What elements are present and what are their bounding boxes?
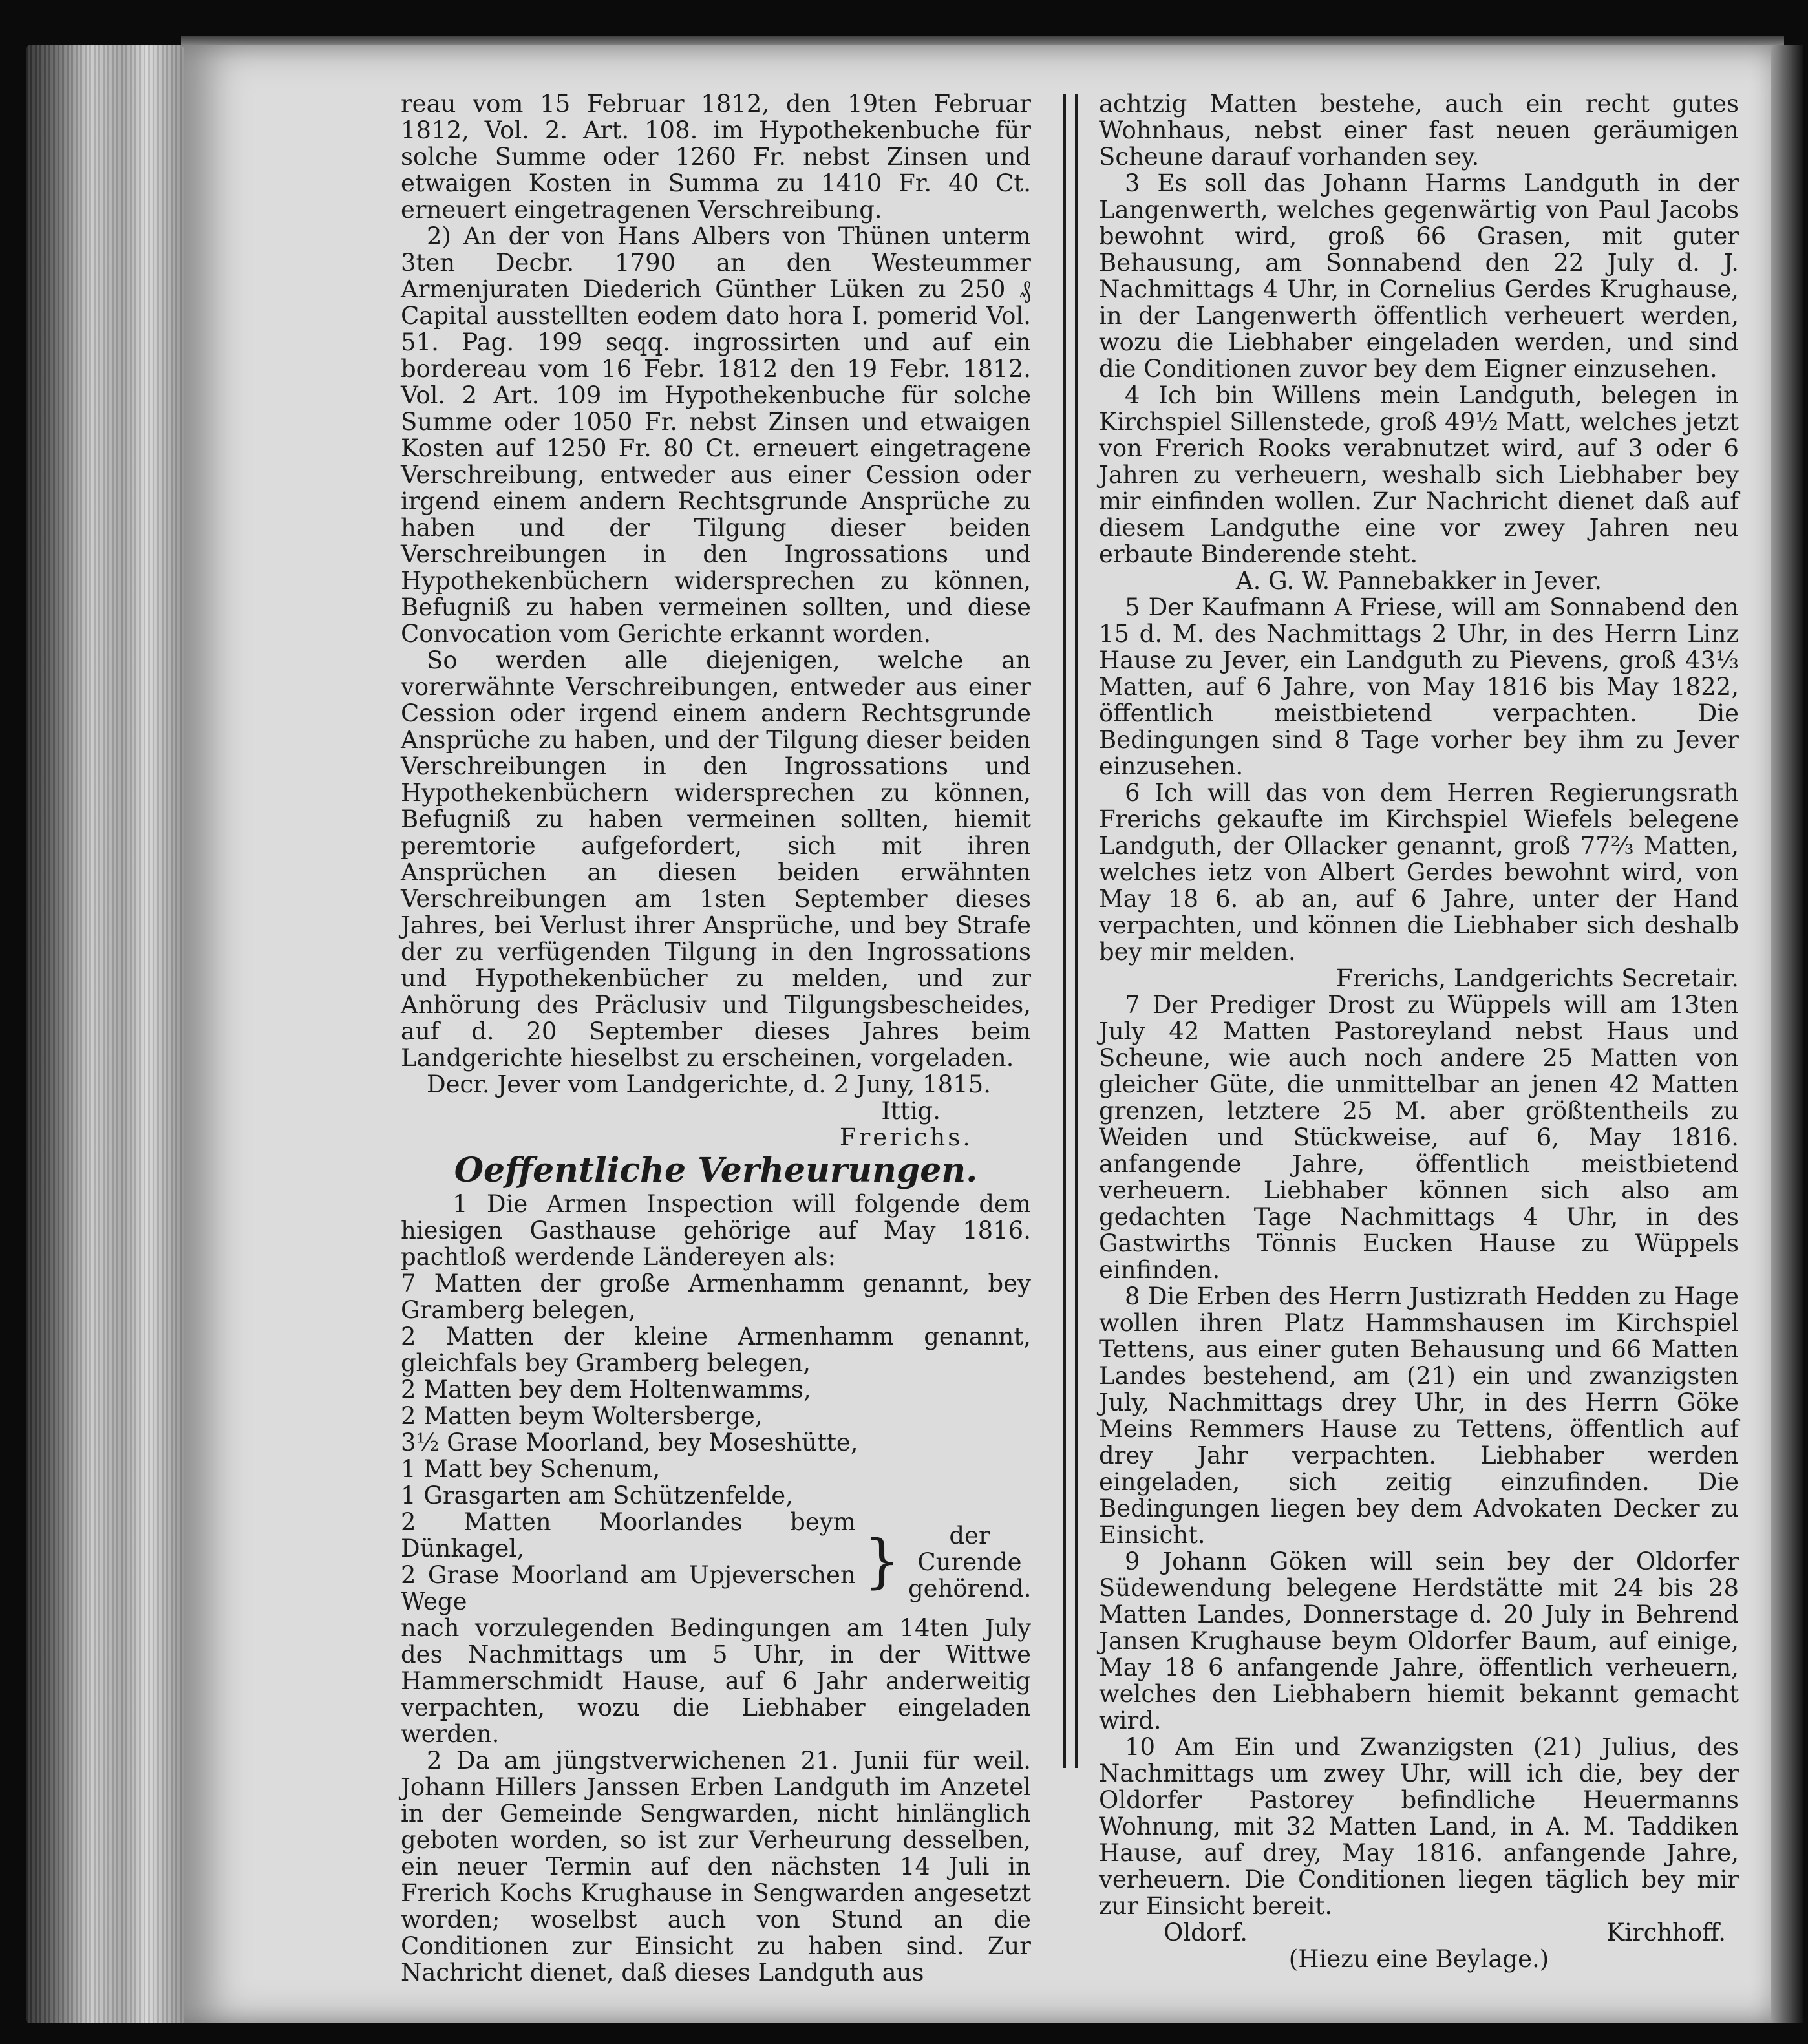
left-column	[401, 90, 1031, 1986]
notice-item-9: 9 Johann Göken will sein bey der Oldorfer Südewendung belegene Herdstätte mit 24 bis 28 Matten Landes, Donnerstage d. 20 July in Behrend Jansen Krughause beym Oldorfer Baum, auf einige, May 18 6 anfangende Jahre, öffentlich verheuern, welches den Liebhabern hiemit bekannt gemacht wird.	[1099, 1548, 1739, 1734]
notice-item-1: 1 Die Armen Inspection will folgende dem hiesigen Gasthause gehörige auf May 1816. pachtloß werdende Ländereyen als:	[401, 1190, 1031, 1271]
paragraph: So werden alle diejenigen, welche an vorerwähnte Verschreibungen, entweder aus einer Cession oder irgend einem andern Rechtsgrunde Ansprüche zu haben, und der Tilgung dieser beiden Verschreibungen in den Ingrossations und Hypothekenbüchern widersprechen zu können, Befugniß zu haben vermeinen sollten, hiemit peremtorie aufgefordert, sich mit ihren Ansprüchen an diesen beiden erwähnten Verschreibungen am 1sten September dieses Jahres, bei Verlust ihrer Ansprüche, und bey Strafe der zu verfügenden Tilgung in den Ingrossations und Hypothekenbücher zu melden, und zur Anhörung des Präclusiv und Tilgungsbescheides, auf d. 20 September dieses Jahres beim Landgerichte hieselbst zu erscheinen, vorgeladen.	[401, 646, 1031, 1072]
notice-item-2: 2 Da am jüngstverwichenen 21. Junii für weil. Johann Hillers Janssen Erben Landguth im Anzetel in der Gemeinde Sengwarden, nicht hinlänglich geboten worden, so ist zur Verheurung desselben, ein neuer Termin auf den nächsten 14 Juli in Frerich Kochs Krughause in Sengwarden angesetzt worden; woselbst auch von Stund an die Conditionen zur Einsicht zu haben sind. Zur Nachricht dienet, daß dieses Landguth aus	[401, 1747, 1031, 1986]
book-page-edges	[26, 45, 187, 2023]
braced-items	[401, 1509, 856, 1615]
list-item: 7 Matten der große Armenhamm genannt, bey Gramberg belegen,	[401, 1270, 1031, 1324]
braced-list	[401, 1509, 1031, 1615]
notice-item-3: 3 Es soll das Johann Harms Landguth in der Langenwerth, welches gegenwärtig von Paul Jacobs bewohnt wird, groß 66 Grasen, mit guter Behausung, am Sonnabend den 22 July d. J. Nachmittags 4 Uhr, in Cornelius Gerdes Krughause, in der Langenwerth öffentlich verheuert werden, wozu die Liebhaber eingeladen werden, und sind die Conditionen zuvor bey dem Eigner einzusehen.	[1099, 169, 1739, 383]
signature-frerichs: Frerichs.	[839, 1123, 973, 1151]
signer-name: Kirchhoff.	[1606, 1919, 1726, 1946]
list-item: 2 Matten Moorlandes beym Dünkagel,	[401, 1508, 856, 1562]
closing-signature	[1099, 1919, 1739, 1946]
signature-ittig: Ittig.	[881, 1097, 941, 1125]
notice-item-5: 5 Der Kaufmann A Friese, will am Sonnabend den 15 d. M. des Nachmittags 2 Uhr, in des Herrn Linz Hause zu Jever, ein Landguth zu Pievens, groß 43⅓ Matten, auf 6 Jahre, von May 1816 bis May 1822, öffentlich meistbietend verpachten. Die Bedingungen sind 8 Tage vorher bey ihm zu Jever einzusehen.	[1099, 593, 1739, 780]
list-item: 2 Matten bey dem Holtenwamms,	[401, 1376, 811, 1403]
decree-line: Decr. Jever vom Landgerichte, d. 2 Juny, 1815.	[427, 1070, 991, 1098]
paragraph: reau vom 15 Februar 1812, den 19ten Februar 1812, Vol. 2. Art. 108. im Hypothekenbuche für solche Summe oder 1260 Fr. nebst Zinsen und etwaigen Kosten in Summa zu 1410 Fr. 40 Ct. erneuert eingetragenen Verschreibung.	[401, 90, 1031, 224]
signature-frerichs-secretair: Frerichs, Landgerichts Secretair.	[1336, 964, 1739, 992]
column-divider	[1063, 94, 1078, 1768]
place-name: Oldorf.	[1164, 1919, 1248, 1946]
list-item: 1 Matt bey Schenum,	[401, 1455, 661, 1483]
right-column	[1099, 90, 1739, 1972]
paragraph: 2) An der von Hans Albers von Thünen unterm 3ten Decbr. 1790 an den Westeummer Armenjuraten Diederich Günther Lüken zu 250 ₰ Capital ausstellten eodem dato hora I. pomerid Vol. 51. Pag. 199 seqq. ingrossirten und auf ein bordereau vom 16 Febr. 1812 den 19 Febr. 1812. Vol. 2 Art. 109 im Hypothekenbuche für solche Summe oder 1050 Fr. nebst Zinsen und etwaigen Kosten auf 1250 Fr. 80 Ct. erneuert eingetragene Verschreibung, entweder aus einer Cession oder irgend einem andern Rechtsgrunde Ansprüche zu haben und der Tilgung dieser beiden Verschreibungen in den Ingrossations und Hypothekenbüchern widersprechen zu können, Befugniß zu haben vermeinen sollten, und diese Convocation vom Gerichte erkannt worden.	[401, 222, 1031, 648]
supplement-note: (Hiezu eine Beylage.)	[1288, 1945, 1549, 1973]
notice-item-4: 4 Ich bin Willens mein Landguth, belegen in Kirchspiel Sillenstede, groß 49½ Matt, welches jetzt von Frerich Rooks verabnutzet wird, auf 3 oder 6 Jahren zu verheuern, weshalb sich Liebhaber bey mir einfinden wollen. Zur Nachricht dienet daß auf diesem Landguthe eine vor zwey Jahren neu erbaute Binderende steht.	[1099, 381, 1739, 568]
notice-item-7: 7 Der Prediger Drost zu Wüppels will am 13ten July 42 Matten Pastoreyland nebst Haus und Scheune, wie auch noch andere 25 Matten von gleicher Güte, die unmittelbar an jenen 42 Matten grenzen, letztere 25 M. aber größtentheils zu Weiden und Stückweise, auf 6, May 1816. anfangende Jahre, öffentlich meistbietend verheuern. Liebhaber können sich also am gedachten Tage Nachmittags 4 Uhr, in des Gastwirths Tönnis Eucken Hause zu Wüppels einfinden.	[1099, 991, 1739, 1284]
list-item: 2 Matten der kleine Armenhamm genannt, gleichfals bey Gramberg belegen,	[401, 1323, 1031, 1377]
section-heading: Oeffentliche Verheurungen.	[454, 1151, 978, 1190]
paragraph: nach vorzulegenden Bedingungen am 14ten July des Nachmittags um 5 Uhr, in der Wittwe Hammerschmidt Hause, auf 6 Jahr anderweitig verpachten, wozu die Liebhaber eingeladen werden.	[401, 1614, 1031, 1748]
list-item: 3½ Grase Moorland, bey Moseshütte,	[401, 1429, 858, 1456]
book-right-edge	[1771, 45, 1803, 2023]
notice-item-10: 10 Am Ein und Zwanzigsten (21) Julius, des Nachmittags um zwey Uhr, will ich die, bey der Oldorfer Pastorey befindliche Heuermanns Wohnung, mit 32 Matten Land, in A. M. Taddiken Hause, auf drey, May 1816. anfangende Jahre, verheuern. Die Conditionen liegen täglich bey mir zur Einsicht bereit.	[1099, 1733, 1739, 1920]
list-item: 1 Grasgarten am Schützenfelde,	[401, 1482, 793, 1509]
brace-icon: }	[863, 1528, 900, 1595]
paragraph: achtzig Matten bestehe, auch ein recht gutes Wohnhaus, nebst einer fast neuen geräumigen Scheune darauf vorhanden sey.	[1099, 90, 1739, 171]
signature-pannebakker: A. G. W. Pannebakker in Jever.	[1235, 567, 1602, 595]
notice-item-6: 6 Ich will das von dem Herren Regierungsrath Frerichs gekaufte im Kirchspiel Wiefels belegene Landguth, der Ollacker genannt, groß 77⅔ Matten, welches ietz von Albert Gerdes bewohnt wird, von May 18 6. ab an, auf 6 Jahre, unter der Hand verpachten, und können die Liebhaber sich deshalb bey mir melden.	[1099, 779, 1739, 966]
brace-note: der Curende gehörend.	[908, 1521, 1032, 1602]
list-item: 2 Matten beym Woltersberge,	[401, 1402, 763, 1430]
list-item: 2 Grase Moorland am Upjeverschen Wege	[401, 1561, 856, 1615]
notice-item-8: 8 Die Erben des Herrn Justizrath Hedden zu Hage wollen ihren Platz Hammshausen im Kirchspiel Tettens, aus einer guten Behausung und 66 Matten Landes bestehend, am (21) ein und zwanzigsten July, Nachmittags drey Uhr, in des Herrn Göke Meins Remmers Hause zu Tettens, öffentlich auf drey Jahr verpachten. Liebhaber werden eingeladen, sich zeitig einzufinden. Die Bedingungen liegen bey dem Advokaten Decker zu Einsicht.	[1099, 1283, 1739, 1549]
